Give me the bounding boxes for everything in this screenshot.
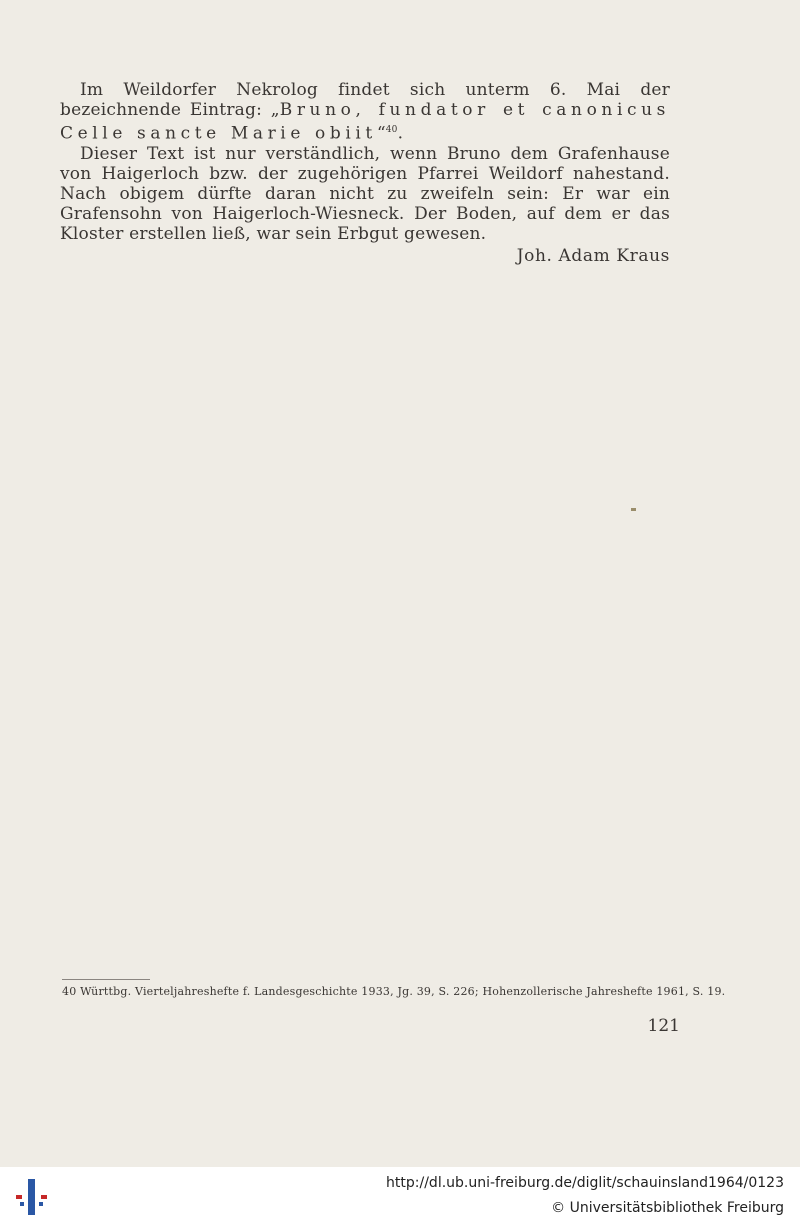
- footnote-reference[interactable]: 40: [385, 125, 398, 135]
- paragraph-1: [60, 80, 670, 144]
- author-signature: Joh. Adam Kraus: [516, 246, 670, 266]
- document-url-link[interactable]: http://dl.ub.uni-freiburg.de/diglit/schauinsland1964/0123: [386, 1175, 784, 1191]
- paragraph-1-tail: .: [397, 123, 404, 144]
- copyright-notice: © Universitätsbibliothek Freiburg: [551, 1200, 784, 1216]
- footnote-divider: [62, 979, 150, 980]
- paragraph-1-latin-quote: Bruno, fundator et canonicus Celle sancte Marie obiit: [60, 100, 670, 144]
- library-footer: [0, 1167, 800, 1224]
- paragraph-1-start: Im Weildorfer Nekrolog findet sich unterm 6. Mai der bezeichnende Eintrag: „: [60, 80, 670, 120]
- scan-speck: [631, 508, 636, 511]
- paragraph-1-quote-close: “: [376, 123, 386, 144]
- footnote: 40 Württbg. Vierteljahreshefte f. Landesgeschichte 1933, Jg. 39, S. 226; Hohenzollerische Jahreshefte 1961, S. 19.: [62, 985, 726, 998]
- page-number: 121: [647, 1016, 680, 1036]
- ub-freiburg-logo-icon[interactable]: [12, 1177, 52, 1217]
- body-text: [60, 80, 670, 244]
- paragraph-2: Dieser Text ist nur verständlich, wenn Bruno dem Grafenhause von Haigerloch bzw. der zugehörigen Pfarrei Weildorf nahestand. Nach obigem dürfte daran nicht zu zweifeln sein: Er war ein Grafensohn von Haigerloch-Wiesneck. Der Boden, auf dem er das Kloster erstellen ließ, war sein Erbgut gewesen.: [60, 143, 670, 244]
